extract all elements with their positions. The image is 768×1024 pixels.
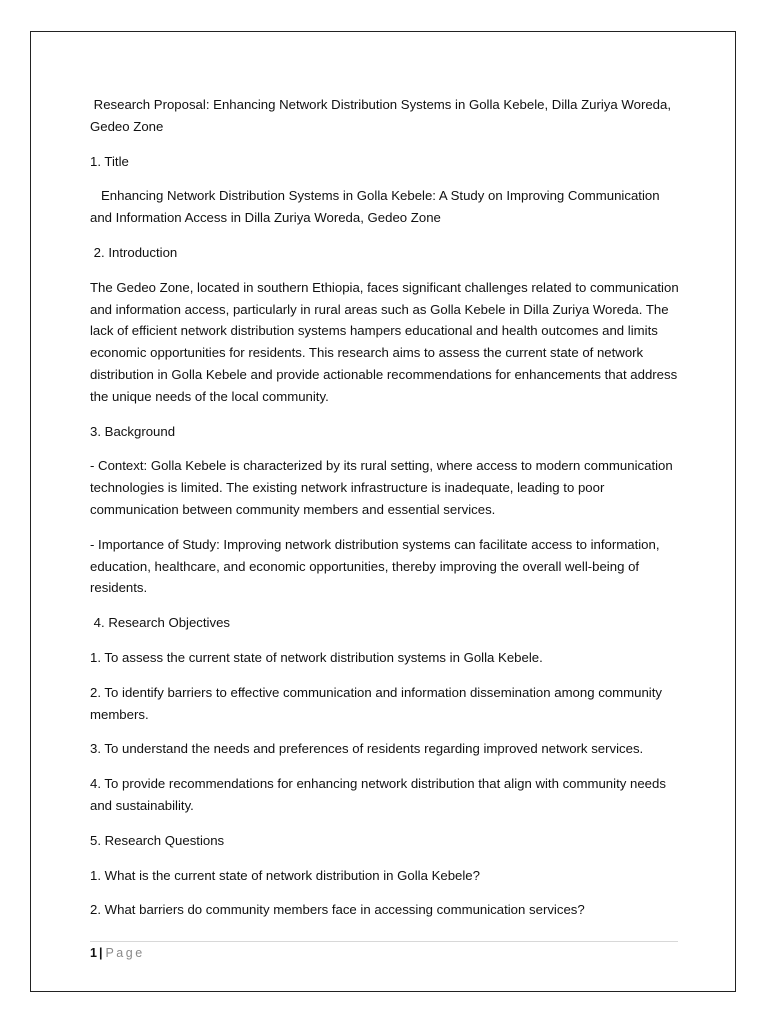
document-body <box>90 94 680 934</box>
background-context: - Context: Golla Kebele is characterized by its rural setting, where access to modern communication technologies is limited. The existing network infrastructure is inadequate, leading to poor communication between community members and essential services. <box>90 458 673 517</box>
objective-item: 2. To identify barriers to effective communication and information dissemination among community members. <box>90 684 662 722</box>
page-separator: | <box>98 946 103 960</box>
section-heading-introduction: 2. Introduction <box>90 244 178 260</box>
objective-item: 1. To assess the current state of network distribution systems in Golla Kebele. <box>90 649 543 665</box>
section-heading-objectives: 4. Research Objectives <box>90 615 231 631</box>
section-heading-title: 1. Title <box>90 153 129 169</box>
objective-item: 4. To provide recommendations for enhancing network distribution that align with community needs and sustainability. <box>90 776 666 813</box>
question-item: 1. What is the current state of network distribution in Golla Kebele? <box>90 867 480 883</box>
page-footer <box>90 941 678 961</box>
document-page <box>30 31 736 992</box>
section-heading-questions: 5. Research Questions <box>90 832 225 848</box>
page-number: 1 <box>90 946 97 960</box>
background-importance: - Importance of Study: Improving network distribution systems can facilitate access to information, education, healthcare, and economic opportunities, thereby improving the overall well-being of residents. <box>90 536 660 596</box>
page-label: Page <box>105 946 145 960</box>
document-title: Research Proposal: Enhancing Network Distribution Systems in Golla Kebele, Dilla Zuriya Woreda, Gedeo Zone <box>90 97 675 134</box>
section-heading-background: 3. Background <box>90 423 176 439</box>
introduction-paragraph: The Gedeo Zone, located in southern Ethiopia, faces significant challenges related to communication and information access, particularly in rural areas such as Golla Kebele in Dilla Zuriya Woreda. The lack of efficient network distribution systems hampers educational and health outcomes and limits economic opportunities for residents. This research aims to assess the current state of network distribution in Golla Kebele and provide actionable recommendations for enhancements that address the unique needs of the local community. <box>90 279 679 404</box>
objective-item: 3. To understand the needs and preferences of residents regarding improved network services. <box>90 741 644 757</box>
title-text: Enhancing Network Distribution Systems in Golla Kebele: A Study on Improving Communication and Information Access in Dilla Zuriya Woreda, Gedeo Zone <box>90 188 664 226</box>
question-item: 2. What barriers do community members face in accessing communication services? <box>90 902 585 918</box>
